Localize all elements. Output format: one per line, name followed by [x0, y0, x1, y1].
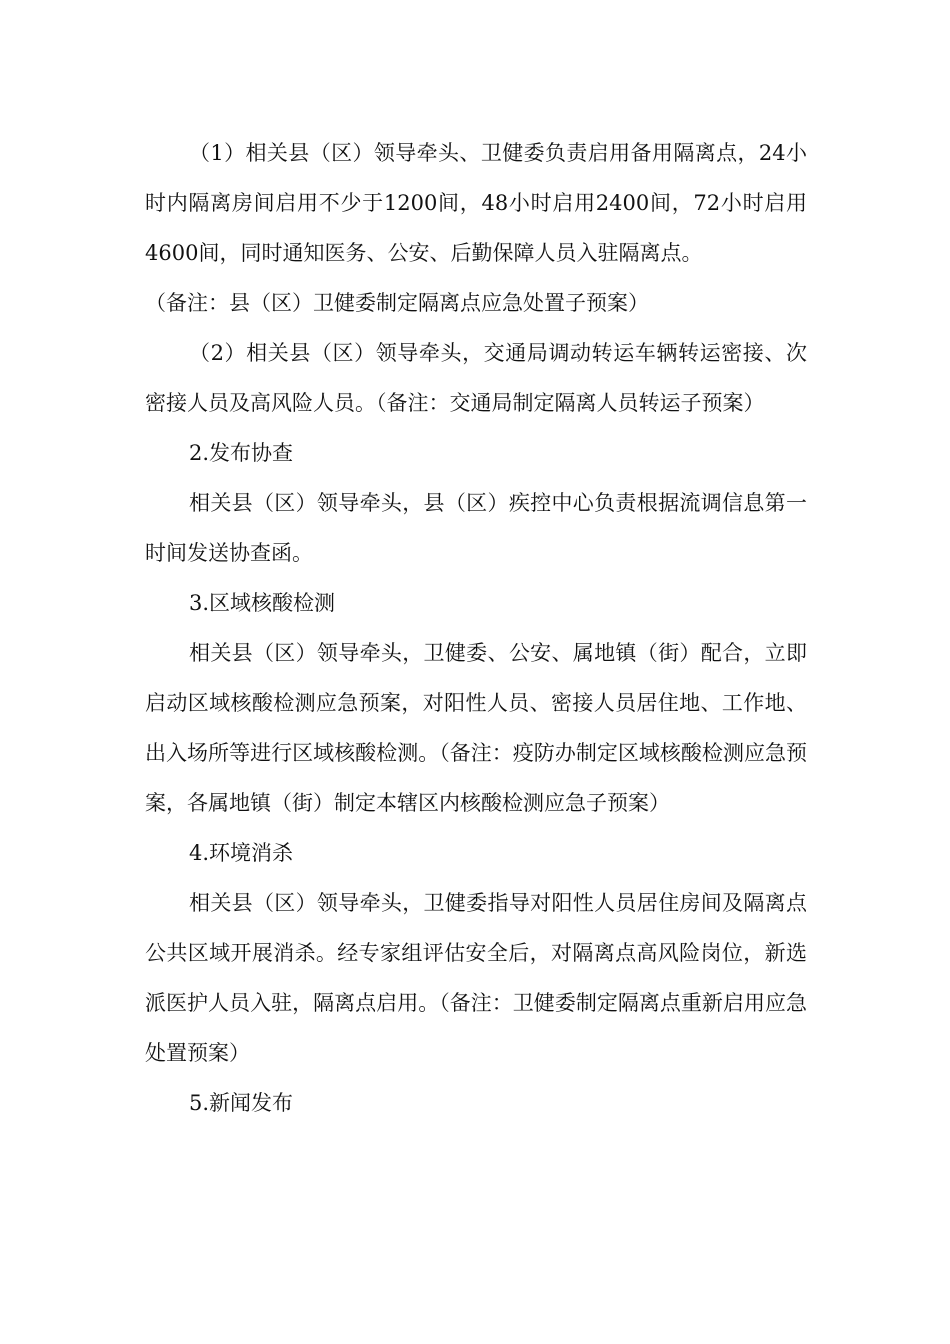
paragraph-regional-testing: 相关县（区）领导牵头，卫健委、公安、属地镇（街）配合，立即启动区域核酸检测应急预案，对阳性人员、密接人员居住地、工作地、出入场所等进行区域核酸检测。（备注：疫防办制定区域核酸检测应急预案，各属地镇（街）制定本辖区内核酸检测应急子预案）: [145, 641, 807, 815]
paragraph-isolation-points: （1）相关县（区）领导牵头、卫健委负责启用备用隔离点，24小时内隔离房间启用不少于1200间，48小时启用2400间，72小时启用4600间，同时通知医务、公安、后勤保障人员入驻隔离点。: [145, 141, 807, 265]
paragraph-isolation-note: （备注：县（区）卫健委制定隔离点应急处置子预案）: [145, 291, 649, 315]
paragraph-assist-check: 相关县（区）领导牵头，县（区）疾控中心负责根据流调信息第一时间发送协查函。: [145, 491, 807, 565]
heading-regional-testing: 3.区域核酸检测: [189, 591, 336, 615]
paragraph-disinfection: 相关县（区）领导牵头，卫健委指导对阳性人员居住房间及隔离点公共区域开展消杀。经专家组评估安全后，对隔离点高风险岗位，新选派医护人员入驻，隔离点启用。（备注：卫健委制定隔离点重新启用应急处置预案）: [145, 891, 807, 1065]
heading-press-release: 5.新闻发布: [189, 1091, 294, 1115]
document-body: [145, 128, 807, 1128]
heading-disinfection: 4.环境消杀: [189, 841, 294, 865]
paragraph-transfer-vehicles: （2）相关县（区）领导牵头，交通局调动转运车辆转运密接、次密接人员及高风险人员。（备注：交通局制定隔离人员转运子预案）: [145, 341, 807, 415]
heading-release-assist-check: 2.发布协查: [189, 441, 294, 465]
